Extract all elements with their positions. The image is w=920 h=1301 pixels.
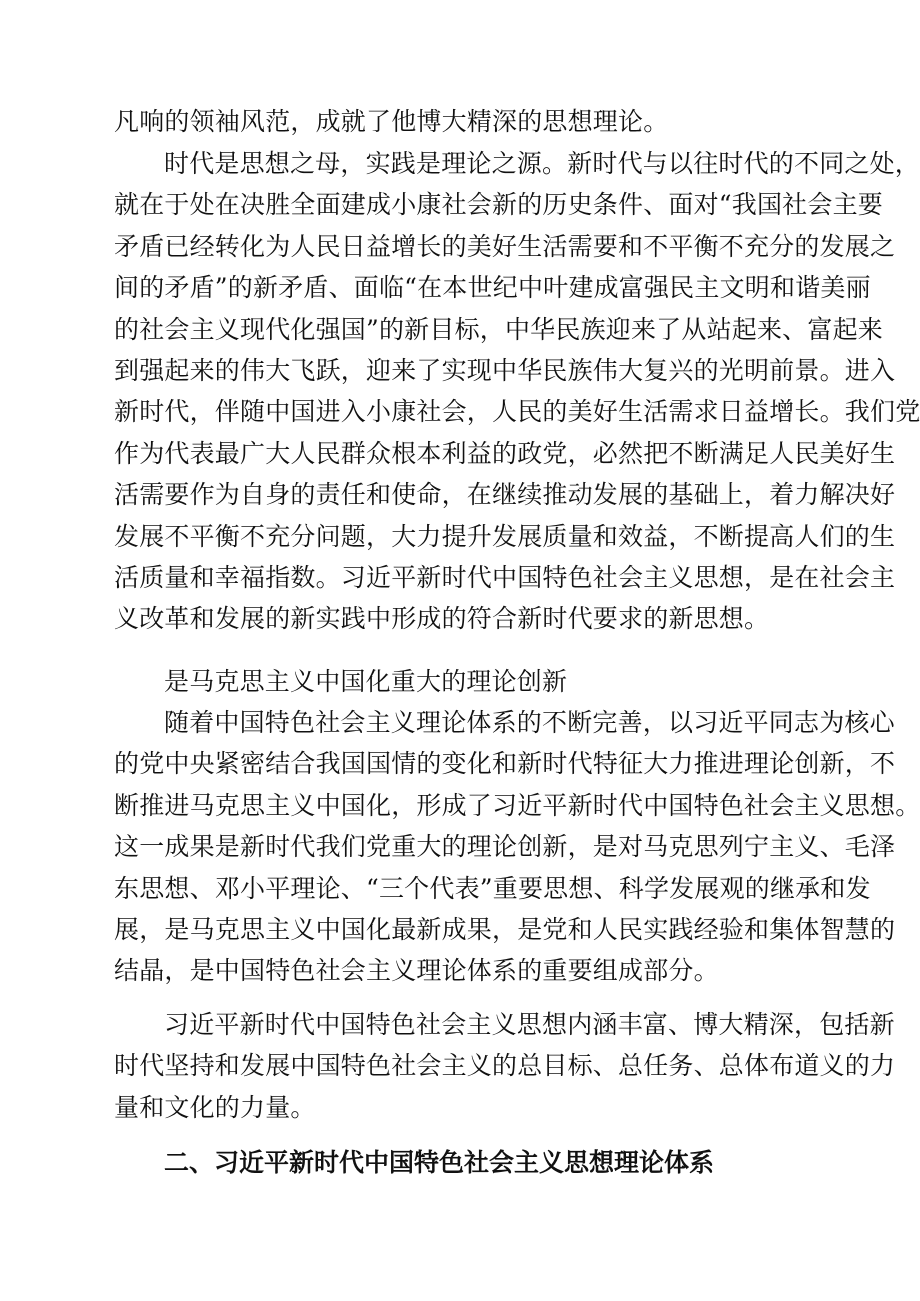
text-line: 到强起来的伟大飞跃，迎来了实现中华民族伟大复兴的光明前景。进入	[114, 355, 896, 385]
text-line: 新时代，伴随中国进入小康社会，人民的美好生活需求日益增长。我们党	[114, 397, 920, 427]
text-line: 义改革和发展的新实践中形成的符合新时代要求的新思想。	[114, 604, 770, 634]
text-line: 凡响的领袖风范，成就了他博大精深的思想理论。	[114, 107, 669, 136]
text-line: 活需要作为自身的责任和使命，在继续推动发展的基础上，着力解决好	[114, 480, 896, 510]
paragraph-continuation	[114, 101, 846, 142]
text-line: 间的矛盾”的新矛盾、面临“在本世纪中叶建成富强民主文明和谐美丽	[114, 273, 871, 303]
text-line: 断推进马克思主义中国化，形成了习近平新时代中国特色社会主义思想。	[114, 790, 920, 820]
text-line: 随着中国特色社会主义理论体系的不断完善，以习近平同志为核心	[164, 708, 895, 737]
text-line: 作为代表最广大人民群众根本利益的政党，必然把不断满足人民美好生	[114, 438, 896, 468]
text-line: 活质量和幸福指数。习近平新时代中国特色社会主义思想，是在社会主	[114, 562, 896, 592]
paragraph-era	[114, 143, 920, 640]
text-line: 这一成果是新时代我们党重大的理论创新，是对马克思列宁主义、毛泽	[114, 832, 896, 862]
text-line: 习近平新时代中国特色社会主义思想内涵丰富、博大精深，包括新	[164, 1010, 895, 1039]
text-line: 就在于处在决胜全面建成小康社会新的历史条件、面对“我国社会主要	[114, 190, 883, 220]
text-line: 的党中央紧密结合我国国情的变化和新时代特征大力推进理论创新，不	[114, 749, 896, 779]
text-line: 结晶，是中国特色社会主义理论体系的重要组成部分。	[114, 956, 719, 986]
text-line: 量和文化的力量。	[114, 1092, 316, 1122]
text-line: 发展不平衡不充分问题，大力提升发展质量和效益，不断提高人们的生	[114, 521, 896, 551]
text-line: 时代坚持和发展中国特色社会主义的总目标、总任务、总体布道义的力	[114, 1051, 896, 1081]
text-line: 时代是思想之母，实践是理论之源。新时代与以往时代的不同之处，	[164, 149, 920, 178]
section-heading: 二、习近平新时代中国特色社会主义思想理论体系	[164, 1148, 715, 1177]
text-line: 矛盾已经转化为人民日益增长的美好生活需要和不平衡不充分的发展之	[114, 231, 896, 261]
text-line: 的社会主义现代化强国”的新目标，中华民族迎来了从站起来、富起来	[114, 314, 883, 344]
text-line: 展，是马克思主义中国化最新成果，是党和人民实践经验和集体智慧的	[114, 914, 896, 944]
paragraph-subtitle	[114, 661, 846, 702]
text-line: 东思想、邓小平理论、“三个代表”重要思想、科学发展观的继承和发	[114, 873, 871, 903]
paragraph-innovation	[114, 702, 920, 992]
paragraph-content	[114, 1004, 896, 1128]
text-line: 是马克思主义中国化重大的理论创新	[164, 667, 568, 696]
